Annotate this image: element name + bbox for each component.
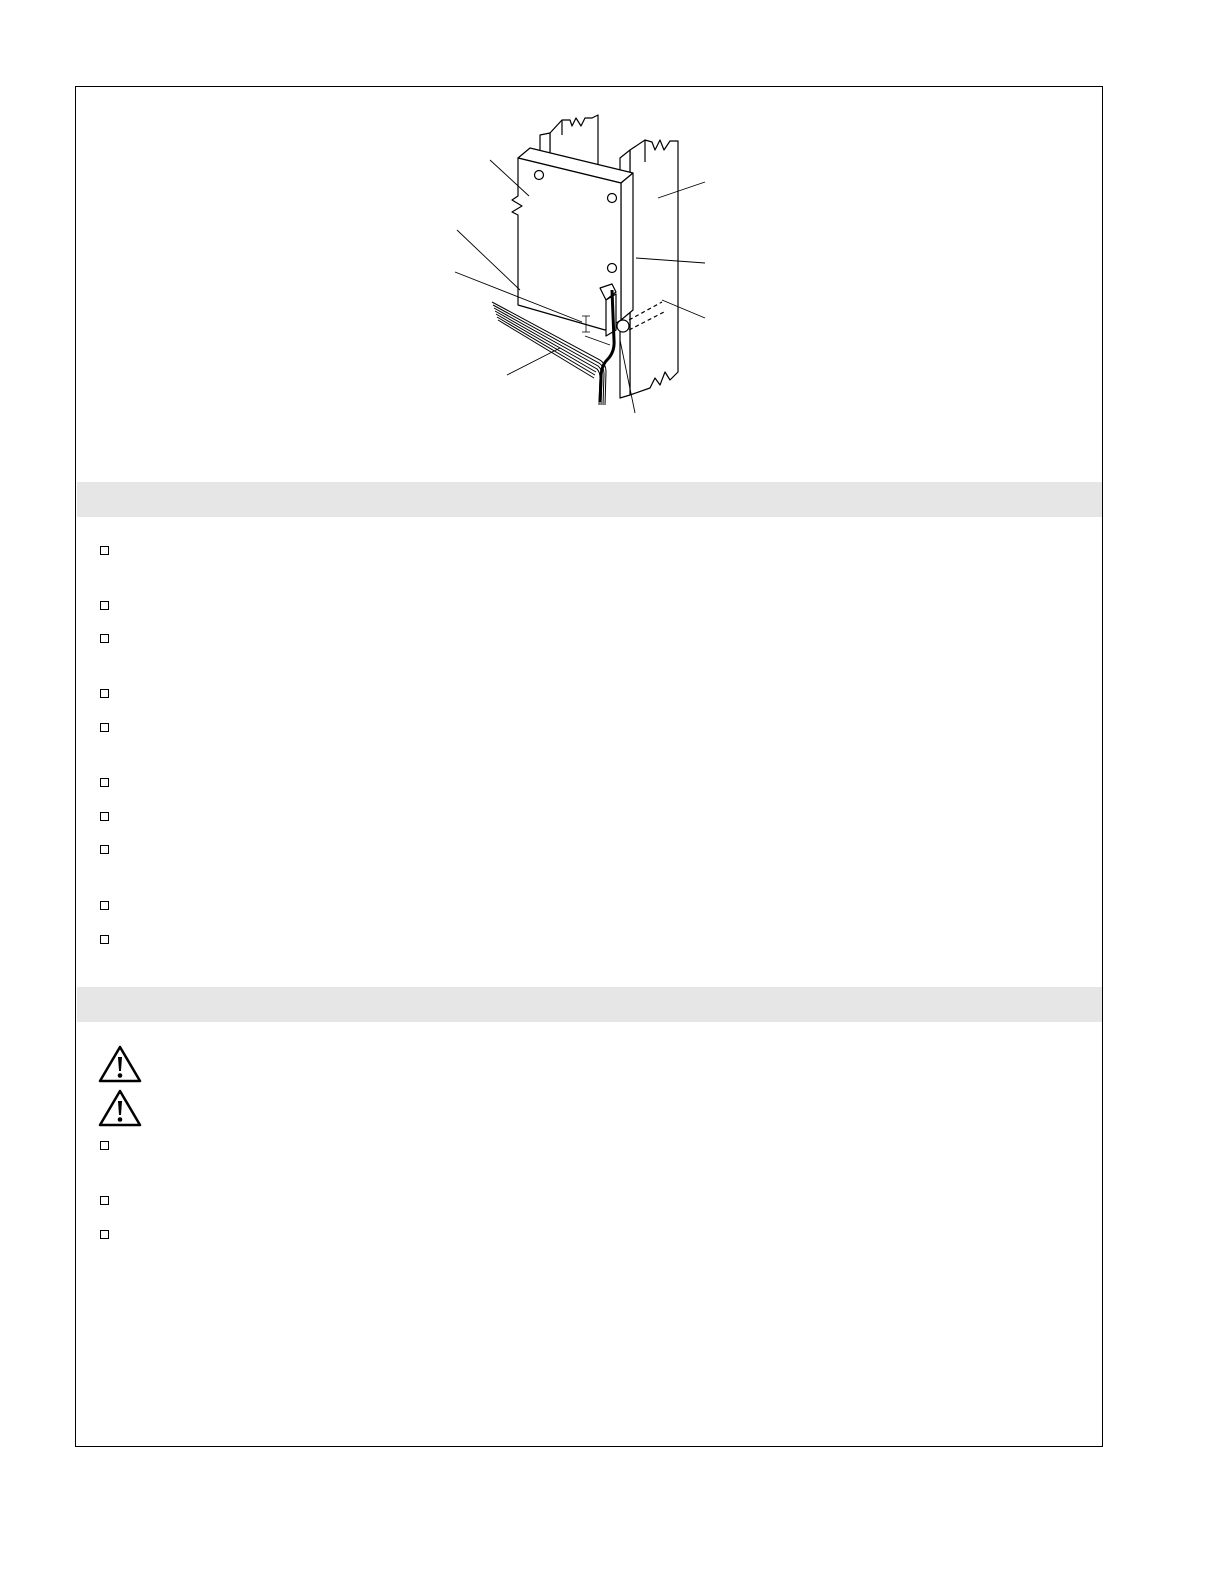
checklist-checkbox[interactable]	[100, 723, 109, 732]
checklist-checkbox[interactable]	[100, 778, 109, 787]
checklist-checkbox[interactable]	[100, 935, 109, 944]
cabinet-mounting-illustration	[420, 105, 740, 425]
warning-triangle-icon	[97, 1088, 143, 1128]
checklist-checkbox[interactable]	[100, 1230, 109, 1239]
checklist-checkbox[interactable]	[100, 689, 109, 698]
checklist-checkbox[interactable]	[100, 1141, 109, 1150]
checklist-checkbox[interactable]	[100, 812, 109, 821]
checklist-checkbox[interactable]	[100, 901, 109, 910]
warning-triangle-icon	[97, 1044, 143, 1084]
checklist-checkbox[interactable]	[100, 601, 109, 610]
checklist-checkbox[interactable]	[100, 634, 109, 643]
section-header-band	[77, 482, 1102, 517]
checklist-checkbox[interactable]	[100, 546, 109, 555]
section-header-band	[77, 987, 1102, 1022]
checklist-checkbox[interactable]	[100, 845, 109, 854]
checklist-checkbox[interactable]	[100, 1196, 109, 1205]
